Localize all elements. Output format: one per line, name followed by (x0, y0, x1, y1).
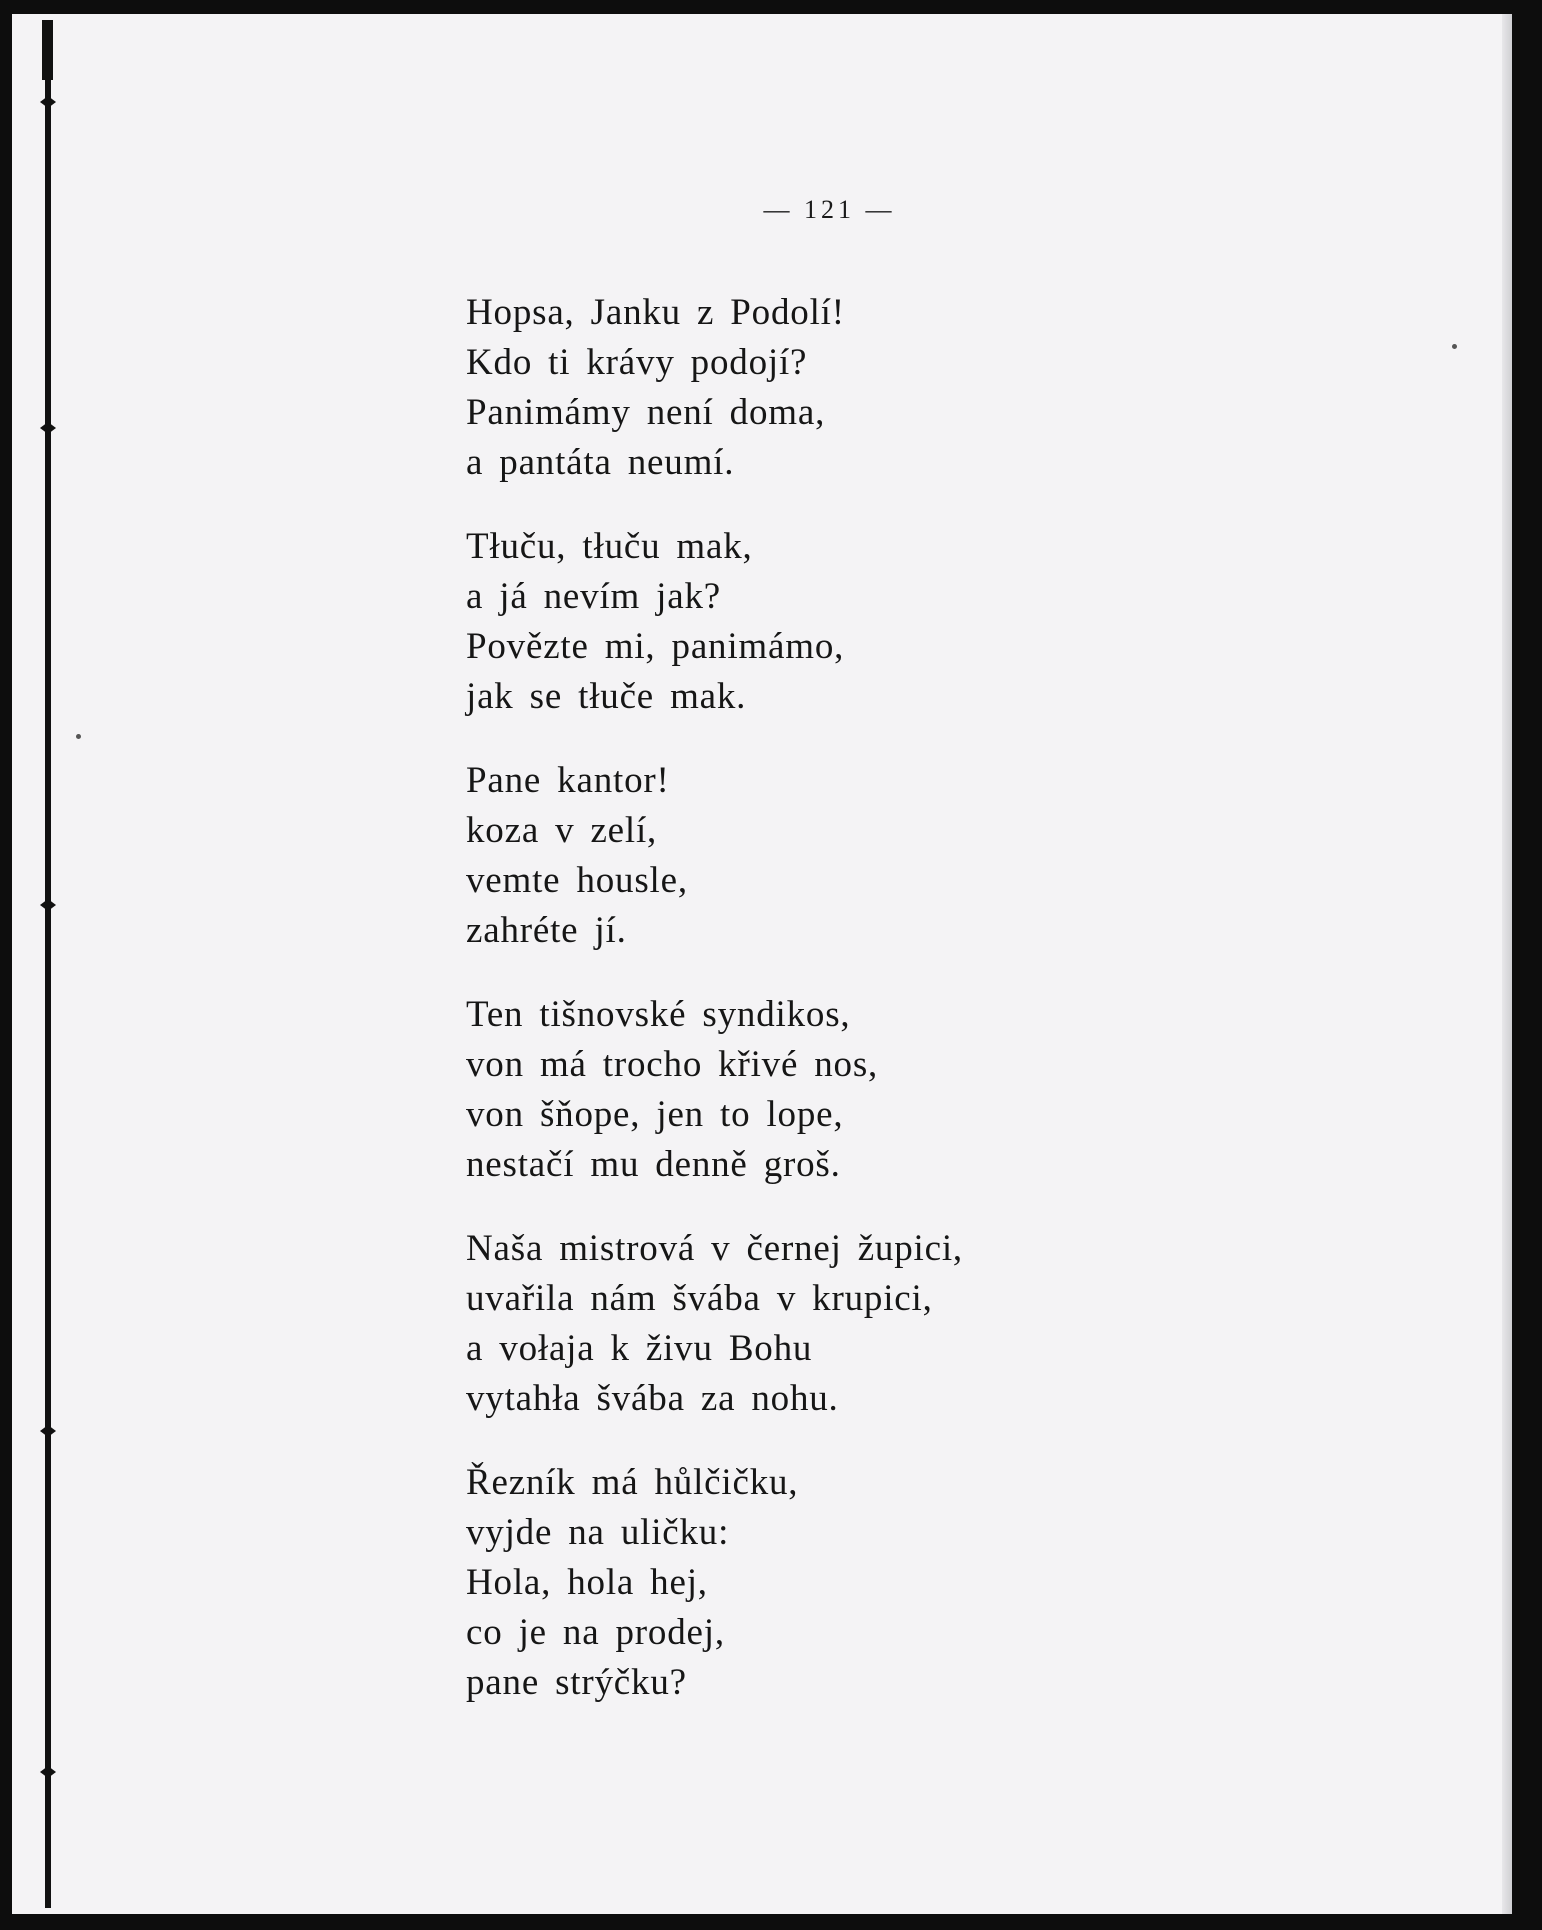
page-edge-shadow (1502, 14, 1512, 1914)
verse-line: uvařila nám švába v krupici, (466, 1278, 933, 1319)
verse-line: Naša mistrová v černej župici, (466, 1228, 963, 1269)
paper-speck (76, 734, 81, 739)
stanza (466, 522, 1086, 722)
verse-line: Řezník má hůlčičku, (466, 1462, 799, 1503)
paper-speck (1452, 344, 1457, 349)
verse-line: zahréte jí. (466, 910, 627, 951)
poem-collection (466, 288, 1086, 1742)
verse-line: pane strýčku? (466, 1662, 687, 1703)
verse-line: a já nevím jak? (466, 576, 721, 617)
stanza (466, 990, 1086, 1190)
verse-line: a pantáta neumí. (466, 442, 735, 483)
stanza (466, 756, 1086, 956)
verse-line: Kdo ti krávy podojí? (466, 342, 808, 383)
verse-line: Povězte mi, panimámo, (466, 626, 845, 667)
verse-line: von má trocho křivé nos, (466, 1044, 879, 1085)
verse-line: Pane kantor! (466, 760, 670, 801)
verse-line: a vołaja k živu Bohu (466, 1328, 813, 1369)
stanza (466, 288, 1086, 488)
verse-line: Tłuču, tłuču mak, (466, 526, 753, 567)
verse-line: nestačí mu denně groš. (466, 1144, 841, 1185)
verse-line: vytahła švába za nohu. (466, 1378, 839, 1419)
verse-line: Hopsa, Janku z Podolí! (466, 292, 845, 333)
verse-line: jak se tłuče mak. (466, 676, 747, 717)
verse-line: Ten tišnovské syndikos, (466, 994, 851, 1035)
verse-line: Hola, hola hej, (466, 1562, 708, 1603)
verse-line: vyjde na uličku: (466, 1512, 730, 1553)
page-number: — 121 — (763, 195, 896, 224)
verse-line: Panimámy není doma, (466, 392, 826, 433)
verse-line: von šňope, jen to lope, (466, 1094, 844, 1135)
stanza (466, 1458, 1086, 1708)
verse-line: co je na prodej, (466, 1612, 725, 1653)
book-page (12, 14, 1512, 1914)
verse-line: vemte housle, (466, 860, 688, 901)
stanza (466, 1224, 1086, 1424)
book-binding-edge (40, 20, 56, 1908)
verse-line: koza v zelí, (466, 810, 658, 851)
